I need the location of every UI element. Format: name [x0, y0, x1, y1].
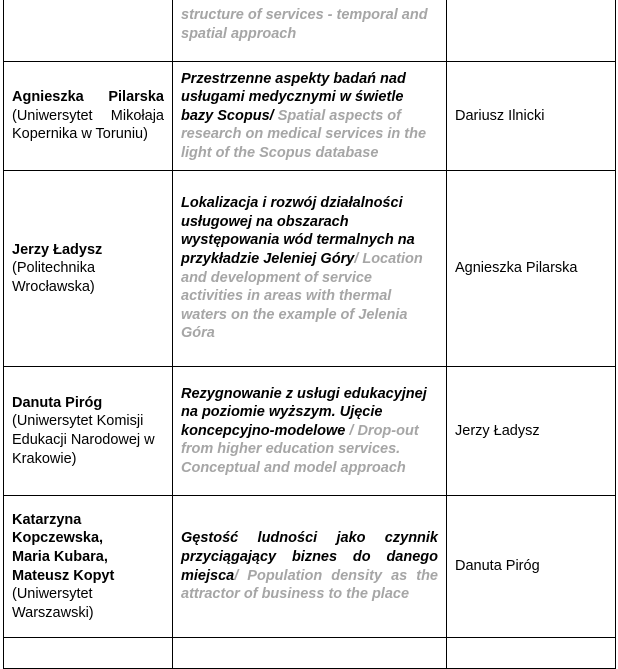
table-row: [4, 171, 616, 367]
reviewer-cell: Dariusz Ilnicki: [447, 62, 616, 171]
table-row: [4, 367, 616, 496]
title-english: structure of services - temporal and spatial approach: [181, 7, 428, 42]
author-affiliation: (Uniwersytet Komisji Edukacji Narodowej w Krakowie): [12, 413, 155, 467]
reviewer-cell: Danuta Piróg: [447, 496, 616, 638]
author-name: Jerzy Ładysz: [12, 241, 103, 258]
author-cell: [4, 62, 173, 171]
title-english: / Population density as the attractor of business to the place: [181, 567, 438, 603]
title-english: / Drop-out from higher education services. Conceptual and model approach: [181, 422, 419, 476]
table-row: [4, 638, 616, 669]
table-row: [4, 62, 616, 171]
title-polish: Lokalizacja i rozwój działalności usługowej na obszarach występowania wód termalnych na przykładzie Jeleniej Góry: [181, 195, 415, 267]
author-cell: [4, 367, 173, 496]
author-name: Katarzyna Kopczewska,: [12, 511, 104, 547]
author-cell: [4, 638, 173, 669]
reviewer-cell: [447, 638, 616, 669]
table-row: [4, 496, 616, 638]
title-cell: [173, 496, 447, 638]
author-cell: [4, 496, 173, 638]
title-cell: [173, 638, 447, 669]
reviewer-cell: Agnieszka Pilarska: [447, 171, 616, 367]
title-polish: Przestrzenne aspekty badań nad usługami medycznymi w świetle bazy Scopus/: [181, 70, 406, 124]
session-table: [3, 0, 616, 669]
author-cell: [4, 0, 173, 62]
title-cell: [173, 0, 447, 62]
author-name: Maria Kubara,: [12, 548, 108, 565]
author-affiliation: (Politechnika Wrocławska): [12, 260, 96, 295]
author-name: Mateusz Kopyt: [12, 567, 115, 584]
reviewer-cell: [447, 0, 616, 62]
title-cell: [173, 62, 447, 171]
title-polish: Rezygnowanie z usługi edukacyjnej na poziomie wyższym. Ujęcie koncepcyjno-modelowe: [181, 385, 427, 439]
author-affiliation: (Uniwersytet Warszawski): [12, 586, 94, 621]
table-row: [4, 0, 616, 62]
title-english: / Location and development of service activities in areas with thermal waters on the example of Jelenia Góra: [181, 250, 423, 342]
title-polish: Gęstość ludności jako czynnik przyciągający biznes do danego miejsca: [181, 530, 438, 584]
author-cell: [4, 171, 173, 367]
reviewer-cell: Jerzy Ładysz: [447, 367, 616, 496]
author-name: Danuta Piróg: [12, 394, 103, 411]
title-cell: [173, 367, 447, 496]
title-english: Spatial aspects of research on medical services in the light of the Scopus database: [181, 107, 427, 161]
author-affiliation: (Uniwersytet Mikołaja Kopernika w Toruniu): [12, 107, 164, 143]
title-cell: [173, 171, 447, 367]
author-name: Agnieszka Pilarska: [12, 89, 164, 106]
